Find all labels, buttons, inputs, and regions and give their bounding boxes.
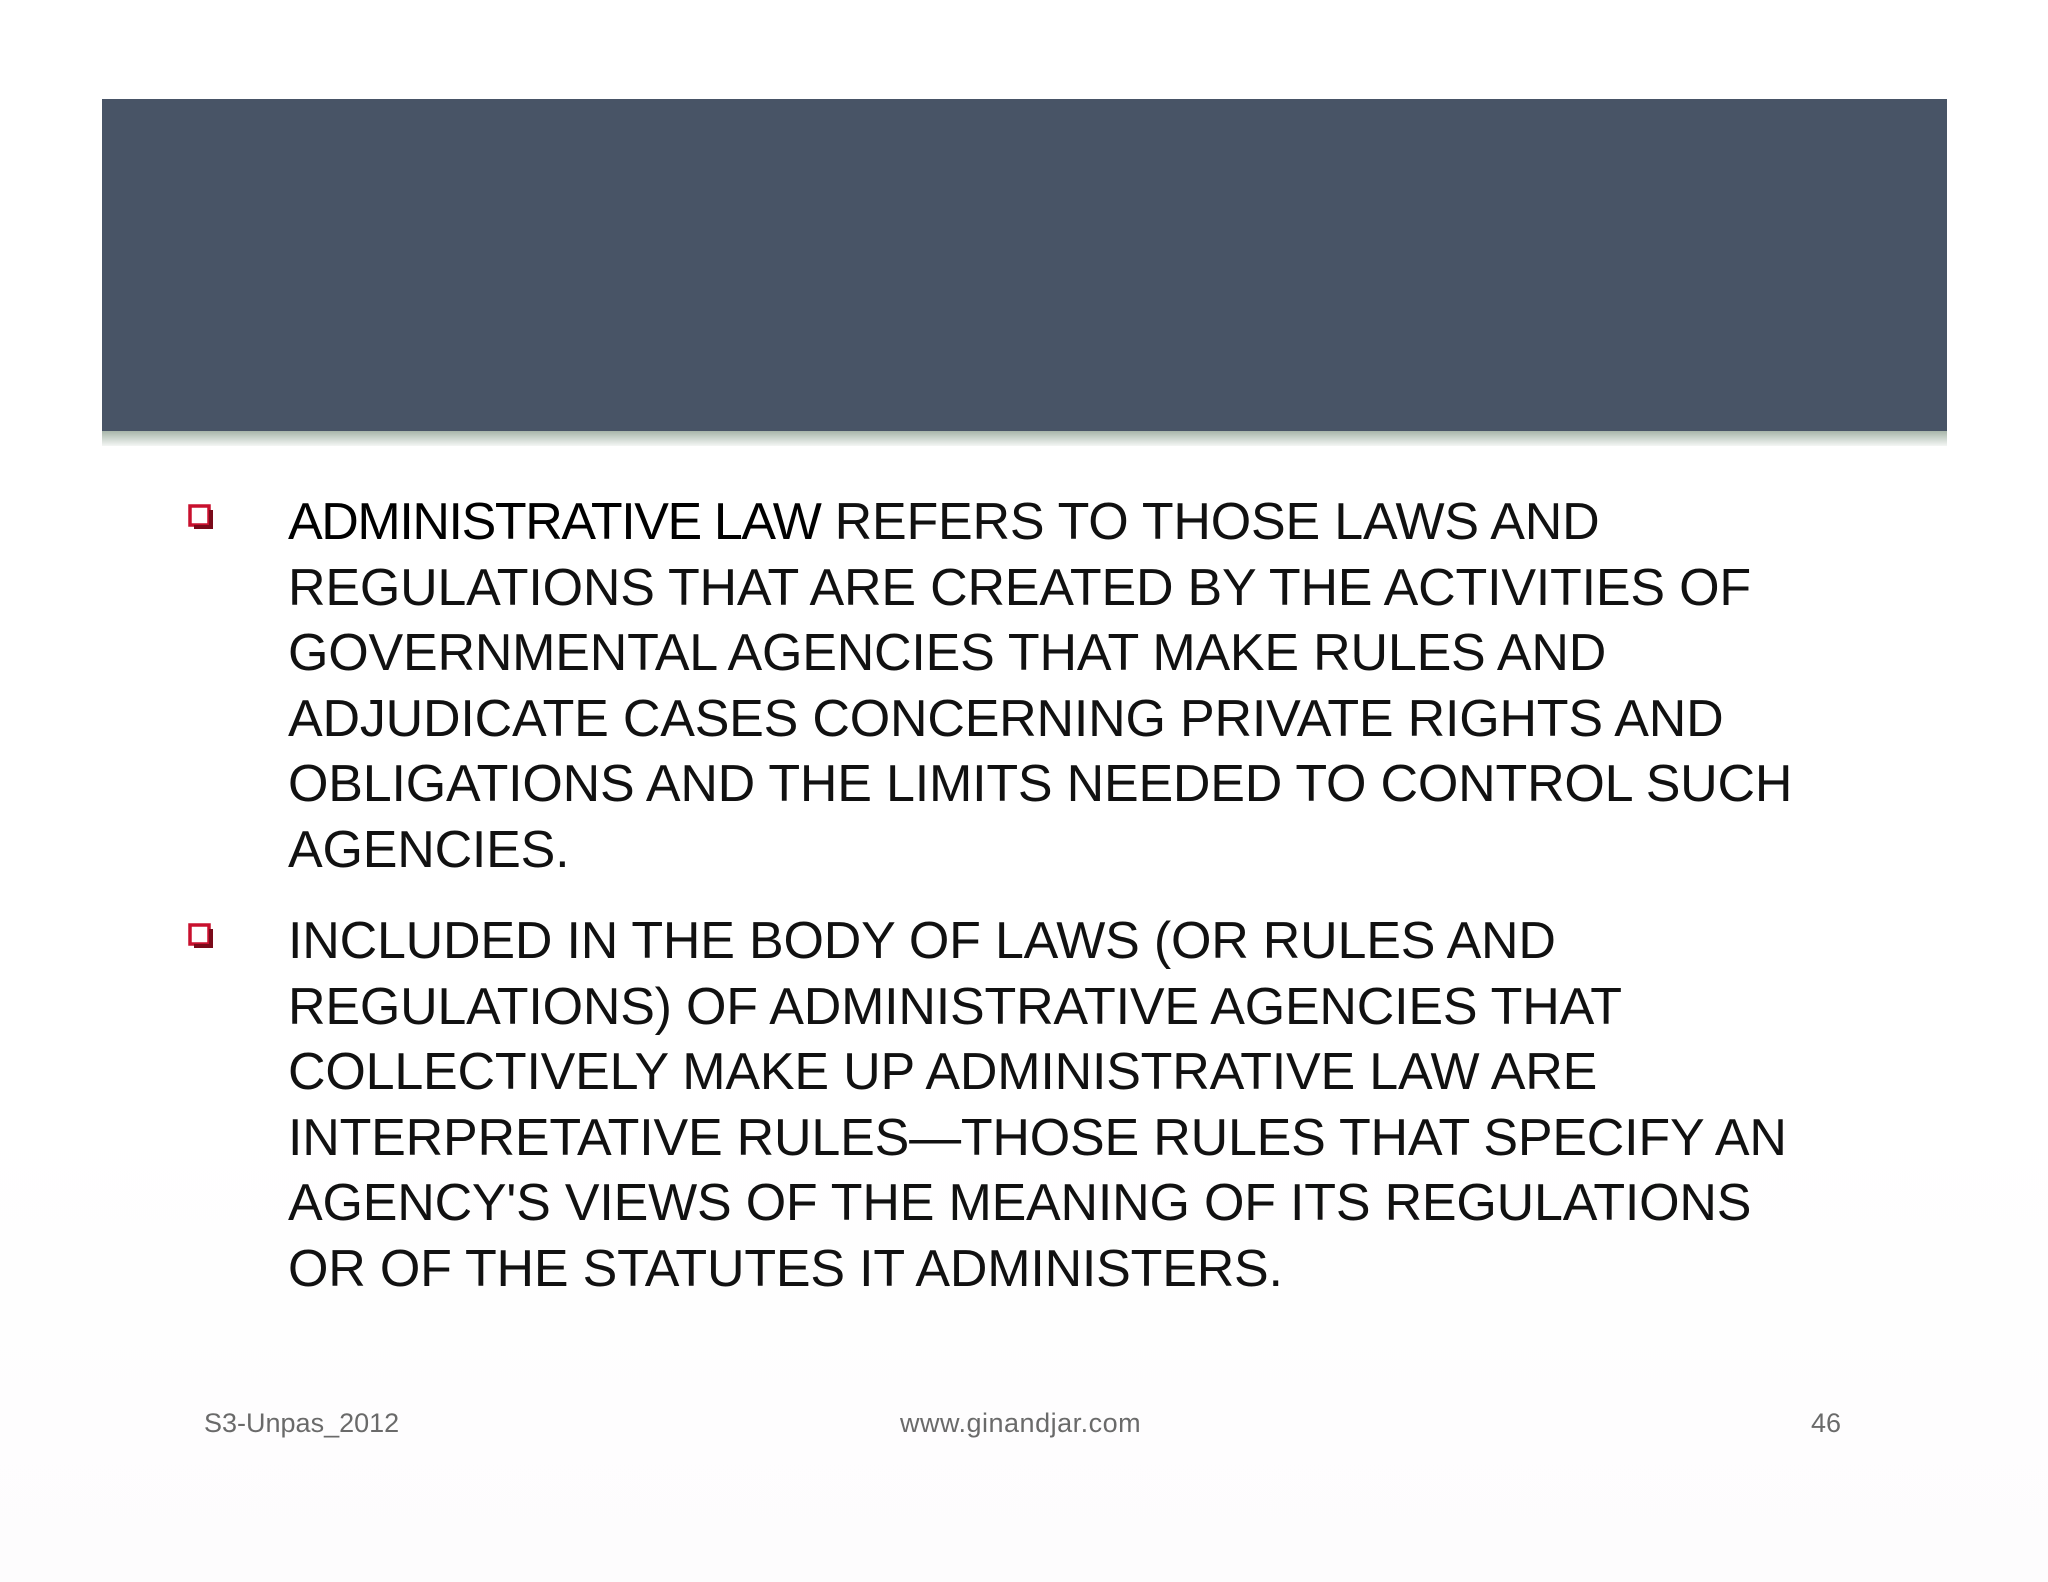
footer xyxy=(0,1408,2048,1448)
bullet-list xyxy=(180,490,1820,1328)
bullet-text-2: INCLUDED IN THE BODY OF LAWS (OR RULES AND REGULATIONS) OF ADMINISTRATIVE AGENCIES THAT COLLECTIVELY MAKE UP ADMINISTRATIVE LAW ARE INTERPRETATIVE RULES—THOSE RULES THAT SPECIFY AN AGENCY'S VIEWS OF THE MEANING OF ITS REGULATIONS OR OF THE STATUTES IT ADMINISTERS. xyxy=(288,912,1787,1298)
bullet-text-1 xyxy=(288,490,1820,883)
bullet-item-1 xyxy=(180,490,1820,883)
page-number: 46 xyxy=(1811,1408,1842,1438)
checkbox-square-icon xyxy=(188,504,214,530)
title-band-shadow xyxy=(102,431,1947,446)
title-band xyxy=(102,99,1947,431)
bullet-lead-term: ADMINISTRATIVE LAW xyxy=(288,493,821,551)
footer-website: www.ginandjar.com xyxy=(900,1408,1142,1438)
footer-course-label: S3-Unpas_2012 xyxy=(204,1408,400,1438)
checkbox-square-icon xyxy=(188,923,214,949)
bullet-body-1: REFERS TO THOSE LAWS AND REGULATIONS THAT ARE CREATED BY THE ACTIVITIES OF GOVERNMENTAL AGENCIES THAT MAKE RULES AND ADJUDICATE CASES CONCERNING PRIVATE RIGHTS AND OBLIGATIONS AND THE LIMITS NEEDED TO CONTROL SUCH AGENCIES. xyxy=(288,493,1793,879)
bullet-item-2 xyxy=(180,909,1820,1302)
